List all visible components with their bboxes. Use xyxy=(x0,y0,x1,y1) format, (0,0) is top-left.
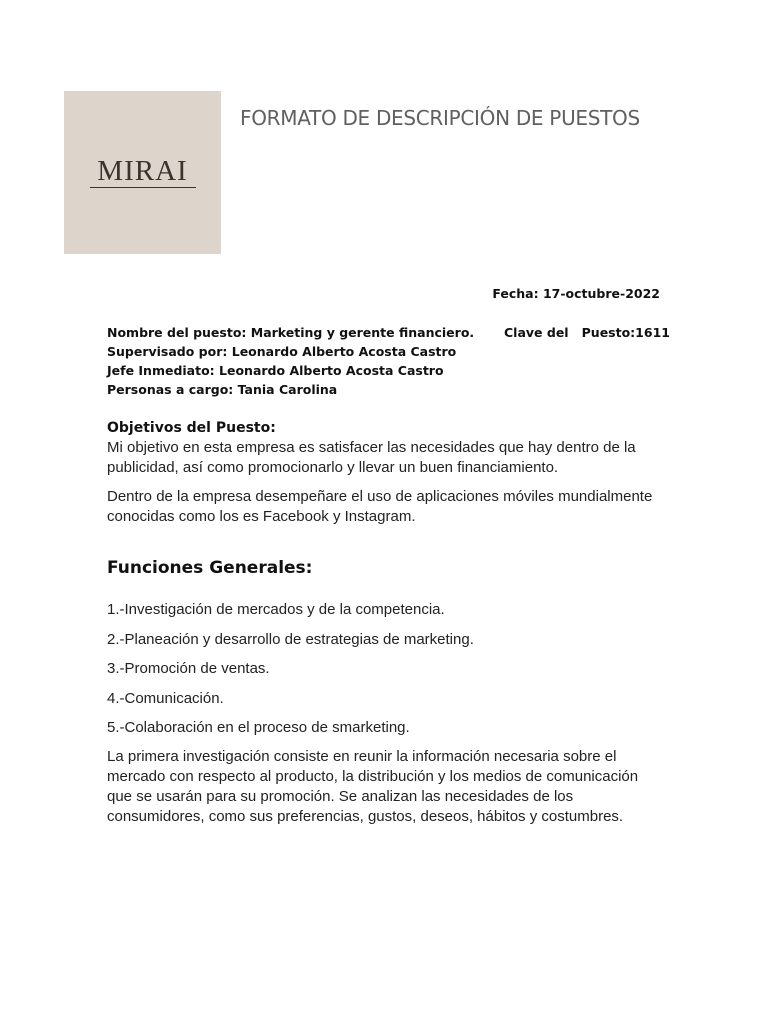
objectives-heading: Objetivos del Puesto: xyxy=(107,420,276,436)
staff-in-charge-text: Personas a cargo: Tania Carolina xyxy=(107,382,338,397)
direct-boss-text: Jefe Inmediato: Leonardo Alberto Acosta Castro xyxy=(107,363,444,378)
function-item: 5.-Colaboración en el proceso de smarketing. xyxy=(107,719,410,736)
function-item: 3.-Promoción de ventas. xyxy=(107,660,270,677)
functions-heading: Funciones Generales: xyxy=(107,558,313,578)
logo-underline xyxy=(90,187,196,188)
job-code-text: Clave del Puesto:1611 xyxy=(504,325,670,340)
function-item: 1.-Investigación de mercados y de la competencia. xyxy=(107,601,445,618)
function-item: 2.-Planeación y desarrollo de estrategias de marketing. xyxy=(107,630,474,648)
company-logo xyxy=(64,91,221,254)
job-name-text: Nombre del puesto: Marketing y gerente financiero. xyxy=(107,325,475,340)
job-info-block xyxy=(107,323,670,399)
document-title: FORMATO DE DESCRIPCIÓN DE PUESTOS xyxy=(240,106,640,130)
date-line: Fecha: 17-octubre-2022 xyxy=(492,286,660,301)
function-item: 4.-Comunicación. xyxy=(107,689,224,707)
functions-list xyxy=(107,600,474,748)
objectives-paragraph-1: Mi objetivo en esta empresa es satisfacer las necesidades que hay dentro de la publicidad, así como promocionarlo y llevar un buen financiamiento. xyxy=(107,439,636,476)
supervised-by-text: Supervisado por: Leonardo Alberto Acosta Castro xyxy=(107,344,457,359)
objectives-paragraph-2: Dentro de la empresa desempeñare el uso de aplicaciones móviles mundialmente conocidas como los es Facebook y Instagram. xyxy=(107,488,653,525)
functions-closing-paragraph: La primera investigación consiste en reunir la información necesaria sobre el mercado con respecto al producto, la distribución y los medios de comunicación que se usarán para su promoción. Se analizan las necesidades de los consumidores, como sus preferencias, gustos, deseos, hábitos y costumbres. xyxy=(107,748,639,825)
logo-text: MIRAI xyxy=(97,155,188,187)
info-row-nombre xyxy=(107,323,670,342)
